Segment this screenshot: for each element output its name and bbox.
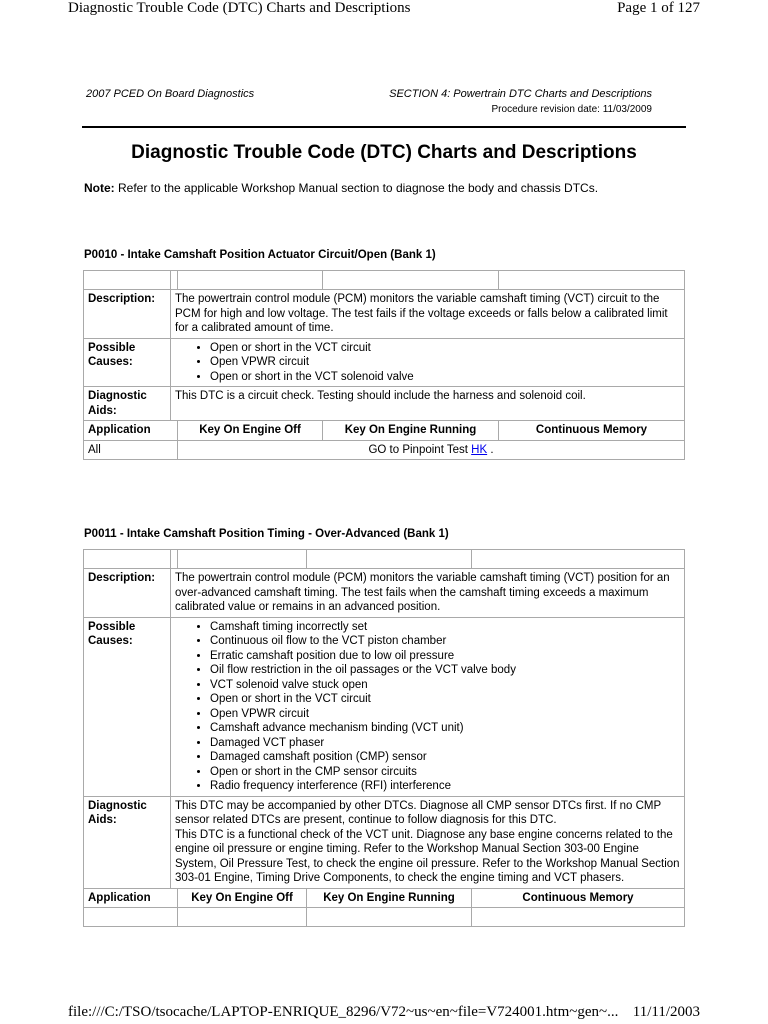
footer-date: 11/11/2003: [632, 1004, 700, 1020]
causes-cell: [171, 617, 685, 796]
application-value: All: [84, 440, 178, 460]
causes-list: [175, 341, 680, 385]
list-item: • Oil flow restriction in the oil passages or the VCT valve body: [210, 663, 680, 678]
note: [84, 181, 598, 195]
aids-row: [84, 796, 685, 888]
list-item: • Open or short in the VCT circuit: [210, 692, 680, 707]
causes-row: [84, 617, 685, 796]
key-on-engine-running-header: Key On Engine Running: [323, 421, 499, 441]
note-text: Refer to the applicable Workshop Manual section to diagnose the body and chassis DTCs.: [114, 181, 599, 195]
list-item: • Open or short in the CMP sensor circuits: [210, 765, 680, 780]
dtc-table-p0010: [83, 270, 685, 460]
pinpoint-test-hk-link[interactable]: HK: [471, 443, 488, 456]
description-row: [84, 569, 685, 618]
list-item: • Camshaft timing incorrectly set: [210, 620, 680, 635]
list-item: • Open VPWR circuit: [210, 355, 680, 370]
application-label: Application: [84, 888, 178, 908]
dtc-heading-p0010: P0010 - Intake Camshaft Position Actuator Circuit/Open (Bank 1): [84, 249, 436, 261]
note-label: Note:: [84, 181, 115, 195]
description-label: Description:: [84, 569, 171, 618]
list-item: • Radio frequency interference (RFI) interference: [210, 779, 680, 794]
list-item: • VCT solenoid valve stuck open: [210, 678, 680, 693]
causes-row: [84, 338, 685, 387]
causes-cell: [171, 338, 685, 387]
application-label: Application: [84, 421, 178, 441]
aids-text-1: This DTC may be accompanied by other DTCs. Diagnose all CMP sensor DTCs first. If no CMP sensor related DTCs are present, continue to follow diagnosis for this DTC.: [175, 799, 661, 826]
application-header-row: [84, 421, 685, 441]
key-on-engine-off-header: Key On Engine Off: [178, 421, 323, 441]
footer-url: file:///C:/TSO/tsocache/LAPTOP-ENRIQUE_8296/V72~us~en~file=V724001.htm~gen~...: [68, 1004, 619, 1020]
application-header-row: [84, 888, 685, 908]
application-value-row: [84, 440, 685, 460]
table-spacer-row: [84, 271, 685, 290]
key-on-engine-running-header: Key On Engine Running: [307, 888, 472, 908]
doc-header-section: SECTION 4: Powertrain DTC Charts and Descriptions: [389, 88, 652, 100]
list-item: • Open VPWR circuit: [210, 707, 680, 722]
pinpoint-test-end: .: [487, 443, 494, 456]
description-text: The powertrain control module (PCM) monitors the variable camshaft timing (VCT) position for an over-advanced camshaft timing. The test fails when the camshaft timing exceeds a maximum calibrated value or remains in an advanced position.: [171, 569, 685, 618]
aids-row: [84, 387, 685, 421]
continuous-memory-header: Continuous Memory: [499, 421, 685, 441]
aids-cell: [171, 796, 685, 888]
description-text: The powertrain control module (PCM) monitors the variable camshaft timing (VCT) circuit to the PCM for high and low voltage. The test fails if the voltage exceeds or falls below a calibrated limit for a calibrated amount of time.: [171, 290, 685, 339]
key-on-engine-off-header: Key On Engine Off: [178, 888, 307, 908]
aids-text: This DTC is a circuit check. Testing should include the harness and solenoid coil.: [171, 387, 685, 421]
header-rule: [82, 126, 686, 128]
aids-label: Diagnostic Aids:: [84, 387, 171, 421]
list-item: • Camshaft advance mechanism binding (VCT unit): [210, 721, 680, 736]
list-item: • Damaged VCT phaser: [210, 736, 680, 751]
list-item: • Erratic camshaft position due to low oil pressure: [210, 649, 680, 664]
list-item: • Open or short in the VCT solenoid valve: [210, 370, 680, 385]
causes-list: [175, 620, 680, 794]
list-item: • Open or short in the VCT circuit: [210, 341, 680, 356]
continuous-memory-header: Continuous Memory: [472, 888, 685, 908]
dtc-table-p0011: [83, 549, 685, 927]
causes-label: Possible Causes:: [84, 338, 171, 387]
browser-header-title: Diagnostic Trouble Code (DTC) Charts and Descriptions: [68, 0, 411, 16]
list-item: • Damaged camshaft position (CMP) sensor: [210, 750, 680, 765]
application-value-row: [84, 908, 685, 927]
aids-text-2: This DTC is a functional check of the VCT unit. Diagnose any base engine concerns related to the engine oil pressure or engine timing. Refer to the Workshop Manual Section 303-00 Engine System, Oil Pressure Test, to check the engine oil pressure. Refer to the Workshop Manual Section 303-01 Engine, Timing Drive Components, to check the engine timing and VCT phasers.: [175, 828, 680, 884]
aids-label: Diagnostic Aids:: [84, 796, 171, 888]
description-row: [84, 290, 685, 339]
page-title: Diagnostic Trouble Code (DTC) Charts and Descriptions: [131, 142, 637, 163]
causes-label: Possible Causes:: [84, 617, 171, 796]
doc-revision-date: Procedure revision date: 11/03/2009: [491, 104, 652, 115]
pinpoint-test-cell: [178, 440, 685, 460]
description-label: Description:: [84, 290, 171, 339]
list-item: • Continuous oil flow to the VCT piston chamber: [210, 634, 680, 649]
dtc-heading-p0011: P0011 - Intake Camshaft Position Timing - Over-Advanced (Bank 1): [84, 528, 449, 540]
doc-header-left: 2007 PCED On Board Diagnostics: [86, 88, 255, 100]
pinpoint-test-text: GO to Pinpoint Test: [368, 443, 472, 456]
browser-header-page: Page 1 of 127: [617, 0, 700, 16]
table-spacer-row: [84, 550, 685, 569]
